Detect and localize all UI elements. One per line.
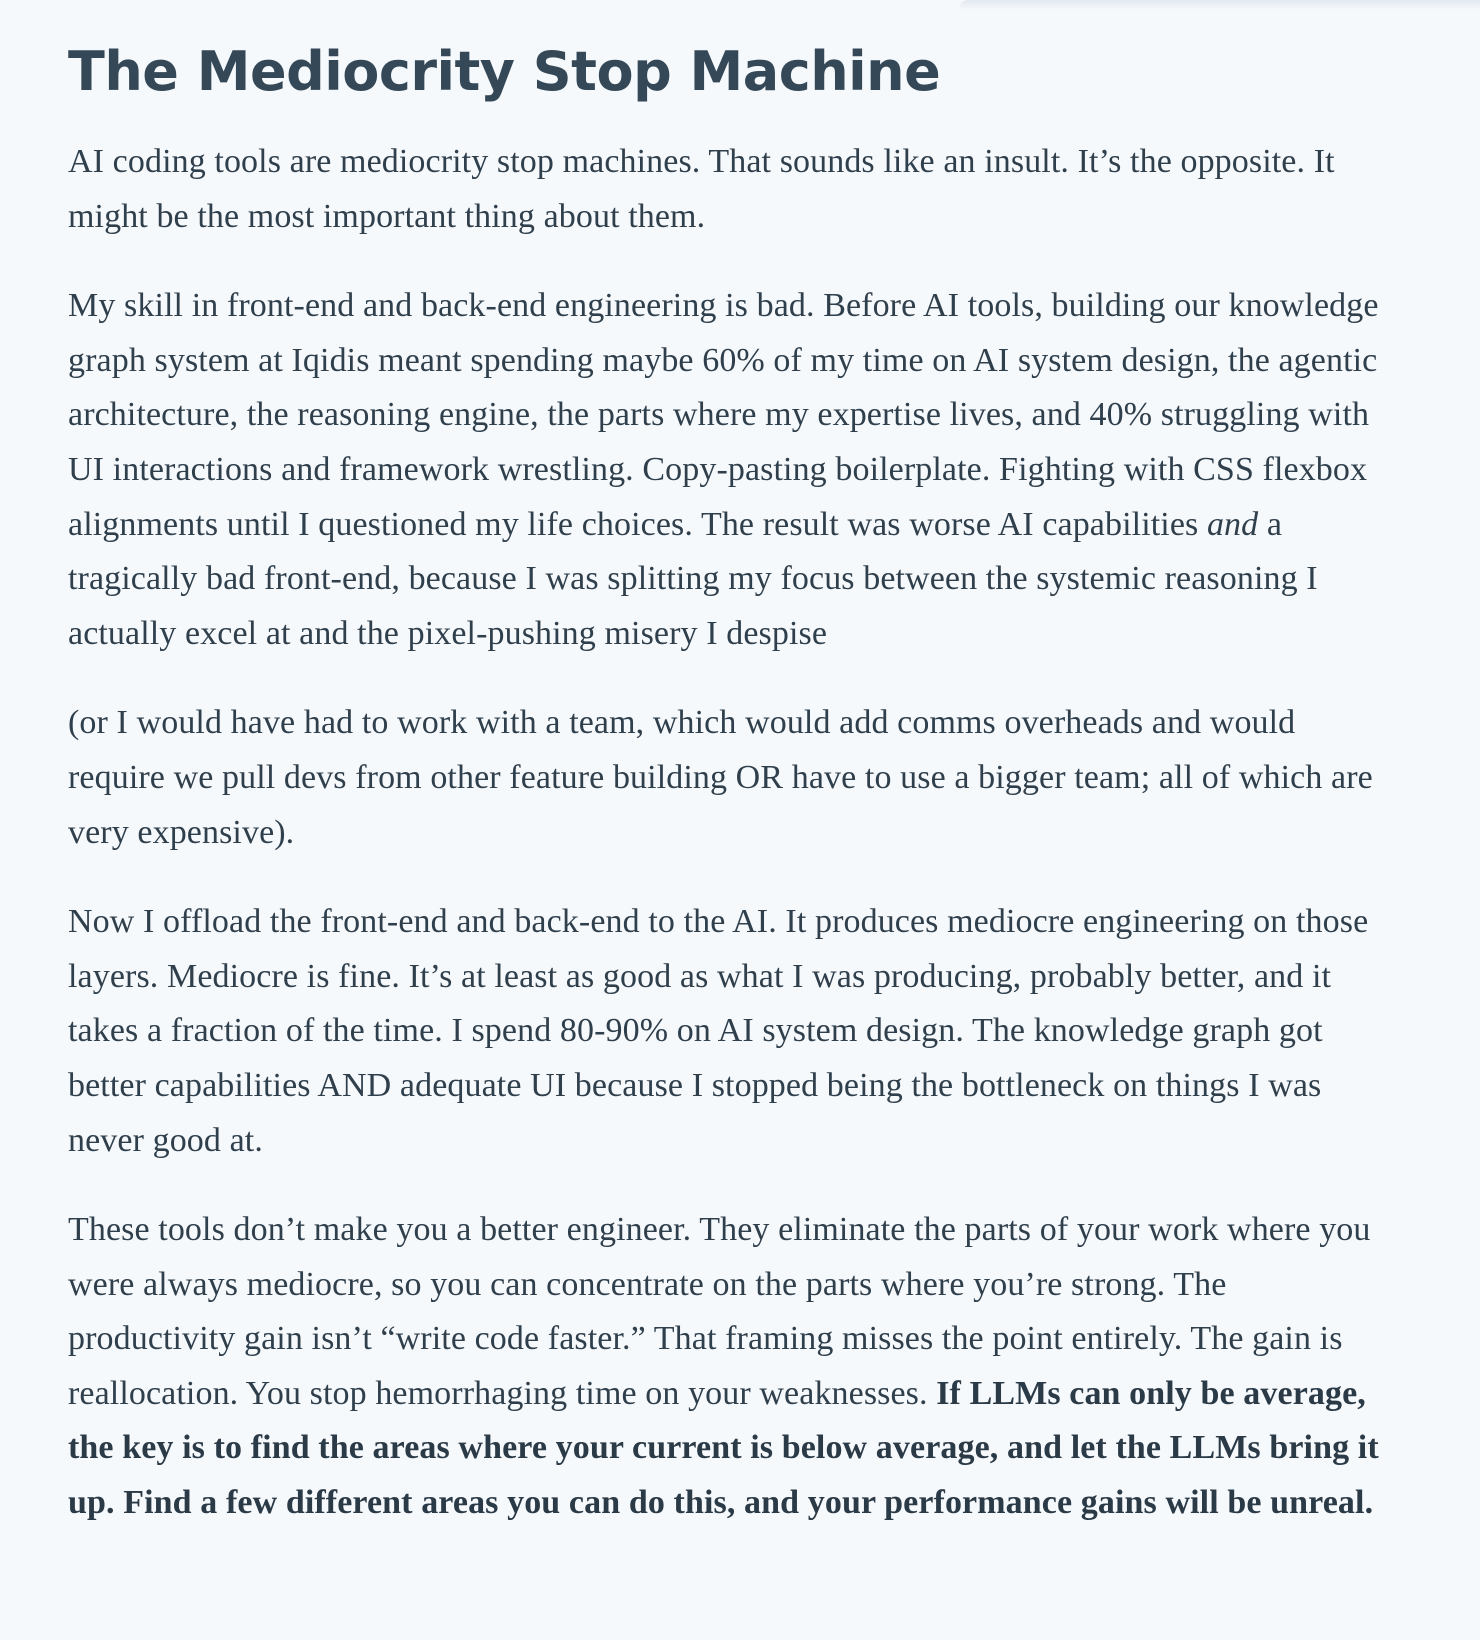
paragraph-offload-text: Now I offload the front-end and back-end to the AI. It produces mediocre engineering on those layers. Mediocre is fine. It’s at least as good as what I was producing, probably better, and it takes a fraction of the time. I spend 80-90% on AI system design. The knowledge graph got better capabilities AND adequate UI because I stopped being the bottleneck on things I was never good at. <box>68 903 1369 1159</box>
top-edge-shadow <box>960 0 1480 10</box>
emphasis-and: and <box>1206 505 1259 543</box>
paragraph-intro-text: AI coding tools are mediocrity stop machines. That sounds like an insult. It’s the opposite. It might be the most important thing about them. <box>68 143 1335 235</box>
paragraph-offload <box>68 895 1398 1168</box>
paragraph-conclusion-bold: If LLMs can only be average, the key is to find the areas where your current is below average, and let the LLMs bring it up. Find a few different areas you can do this, and your performance gains will be unreal. <box>68 1374 1379 1522</box>
paragraph-team-note-text: (or I would have had to work with a team, which would add comms overheads and would require we pull devs from other feature building OR have to use a bigger team; all of which are very expensive). <box>68 704 1373 851</box>
article <box>68 34 1398 1566</box>
paragraph-intro <box>68 135 1398 244</box>
paragraph-team-note <box>68 696 1398 860</box>
paragraph-conclusion-text: These tools don’t make you a better engineer. They eliminate the parts of your work where you were always mediocre, so you can concentrate on the parts where you’re strong. The productivity gain isn’t “write code faster.” That framing misses the point entirely. The gain is reallocation. You stop hemorrhaging time on your weaknesses. <box>68 1211 1371 1412</box>
paragraph-conclusion <box>68 1203 1398 1531</box>
paragraph-skill-text-a: My skill in front-end and back-end engineering is bad. Before AI tools, building our knowledge graph system at Iqidis meant spending maybe 60% of my time on AI system design, the agentic architecture, the reasoning engine, the parts where my expertise lives, and 40% struggling with UI interactions and framework wrestling. Copy-pasting boilerplate. Fighting with CSS flexbox alignments until I questioned my life choices. The result was worse AI capabilities <box>68 287 1379 543</box>
paragraph-skill <box>68 279 1398 661</box>
paragraph-skill-text-b: a tragically bad front-end, because I was splitting my focus between the systemic reasoning I actually excel at and the pixel-pushing misery I despise <box>68 505 1318 652</box>
article-title: The Mediocrity Stop Machine <box>68 40 941 103</box>
